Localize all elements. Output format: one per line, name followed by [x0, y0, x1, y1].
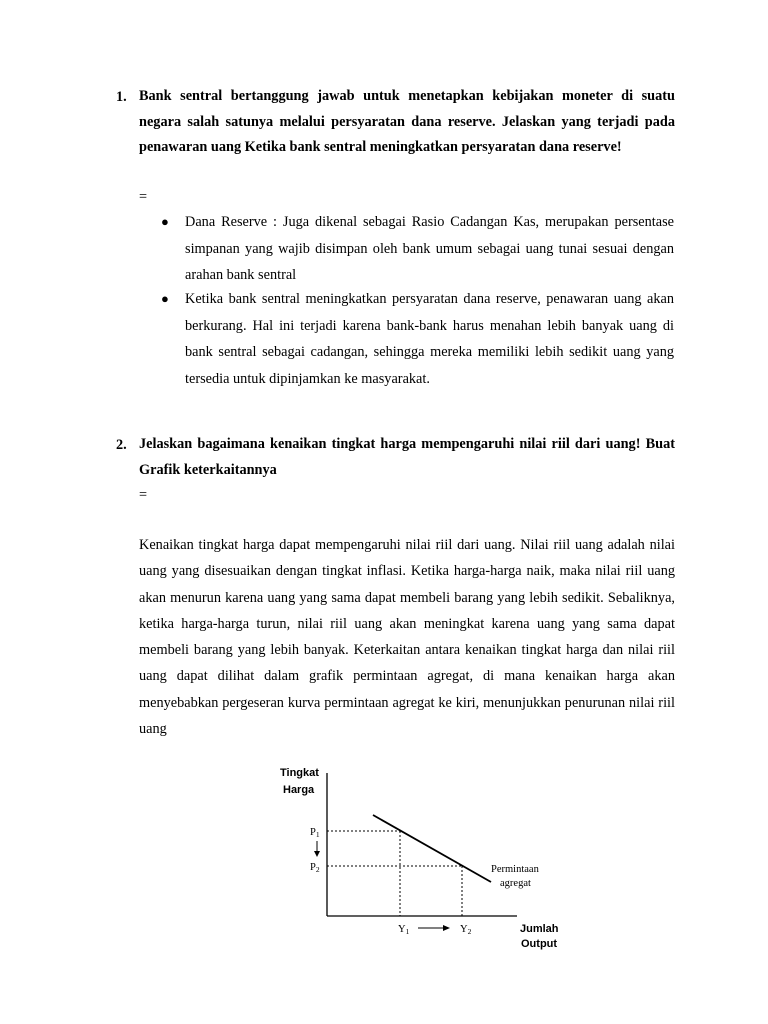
- x-axis-label-line1: Jumlah: [520, 923, 559, 935]
- arrow-down-icon: [314, 851, 320, 857]
- p2-label: P2: [310, 862, 320, 874]
- curve-label-line1: Permintaan: [491, 864, 539, 875]
- y1-label: Y1: [398, 924, 410, 936]
- answer-1-bullet-1: Dana Reserve : Juga dikenal sebagai Rasio Cadangan Kas, merupakan persentase simpanan yang wajib disimpan oleh bank umum sebagai uang tunai sesuai dengan arahan bank sentral: [185, 214, 674, 283]
- y-axis-label-line1: Tingkat: [280, 767, 319, 779]
- question-2-answer-symbol: =: [139, 487, 148, 503]
- x-axis-label-line2: Output: [521, 938, 558, 950]
- y-axis-label-line2: Harga: [283, 784, 315, 796]
- bullet-dot: ●: [161, 291, 169, 306]
- bullet-dot: ●: [161, 214, 169, 229]
- question-1-number: 1.: [116, 89, 127, 105]
- question-1-answer-symbol: =: [139, 189, 148, 205]
- aggregate-demand-graph: [270, 765, 570, 955]
- answer-1-bullet-2: Ketika bank sentral meningkatkan persyaratan dana reserve, penawaran uang akan berkurang. Hal ini terjadi karena bank-bank harus menahan lebih banyak uang di bank sentral sebagai cadangan, sehingga mereka memiliki lebih sedikit uang yang tersedia untuk dipinjamkan ke masyarakat.: [185, 291, 674, 387]
- y2-label: Y2: [460, 924, 472, 936]
- question-2-number: 2.: [116, 437, 127, 453]
- question-1-text: Bank sentral bertanggung jawab untuk menetapkan kebijakan moneter di suatu negara salah satunya melalui persyaratan dana reserve. Jelaskan yang terjadi pada penawaran uang Ketika bank sentral meningkatkan persyaratan dana reserve!: [139, 88, 675, 155]
- aggregate-demand-curve: [373, 815, 491, 882]
- question-2-text: Jelaskan bagaimana kenaikan tingkat harga mempengaruhi nilai riil dari uang! Buat Grafik keterkaitannya: [139, 436, 675, 478]
- curve-label-line2: agregat: [500, 878, 531, 889]
- p1-label: P1: [310, 827, 320, 839]
- arrow-right-icon: [443, 925, 450, 931]
- answer-2-paragraph: Kenaikan tingkat harga dapat mempengaruhi nilai riil dari uang. Nilai riil uang adalah nilai uang yang disesuaikan dengan tingkat inflasi. Ketika harga-harga naik, maka nilai riil uang akan menurun karena uang yang sama dapat membeli barang yang lebih sedikit. Sebaliknya, ketika harga-harga turun, nilai riil uang akan meningkat karena uang yang sama dapat membeli barang yang lebih banyak. Keterkaitan antara kenaikan tingkat harga dan nilai riil uang dapat dilihat dalam grafik permintaan agregat, di mana kenaikan harga akan menyebabkan pergeseran kurva permintaan agregat ke kiri, menunjukkan penurunan nilai riil uang: [139, 537, 675, 738]
